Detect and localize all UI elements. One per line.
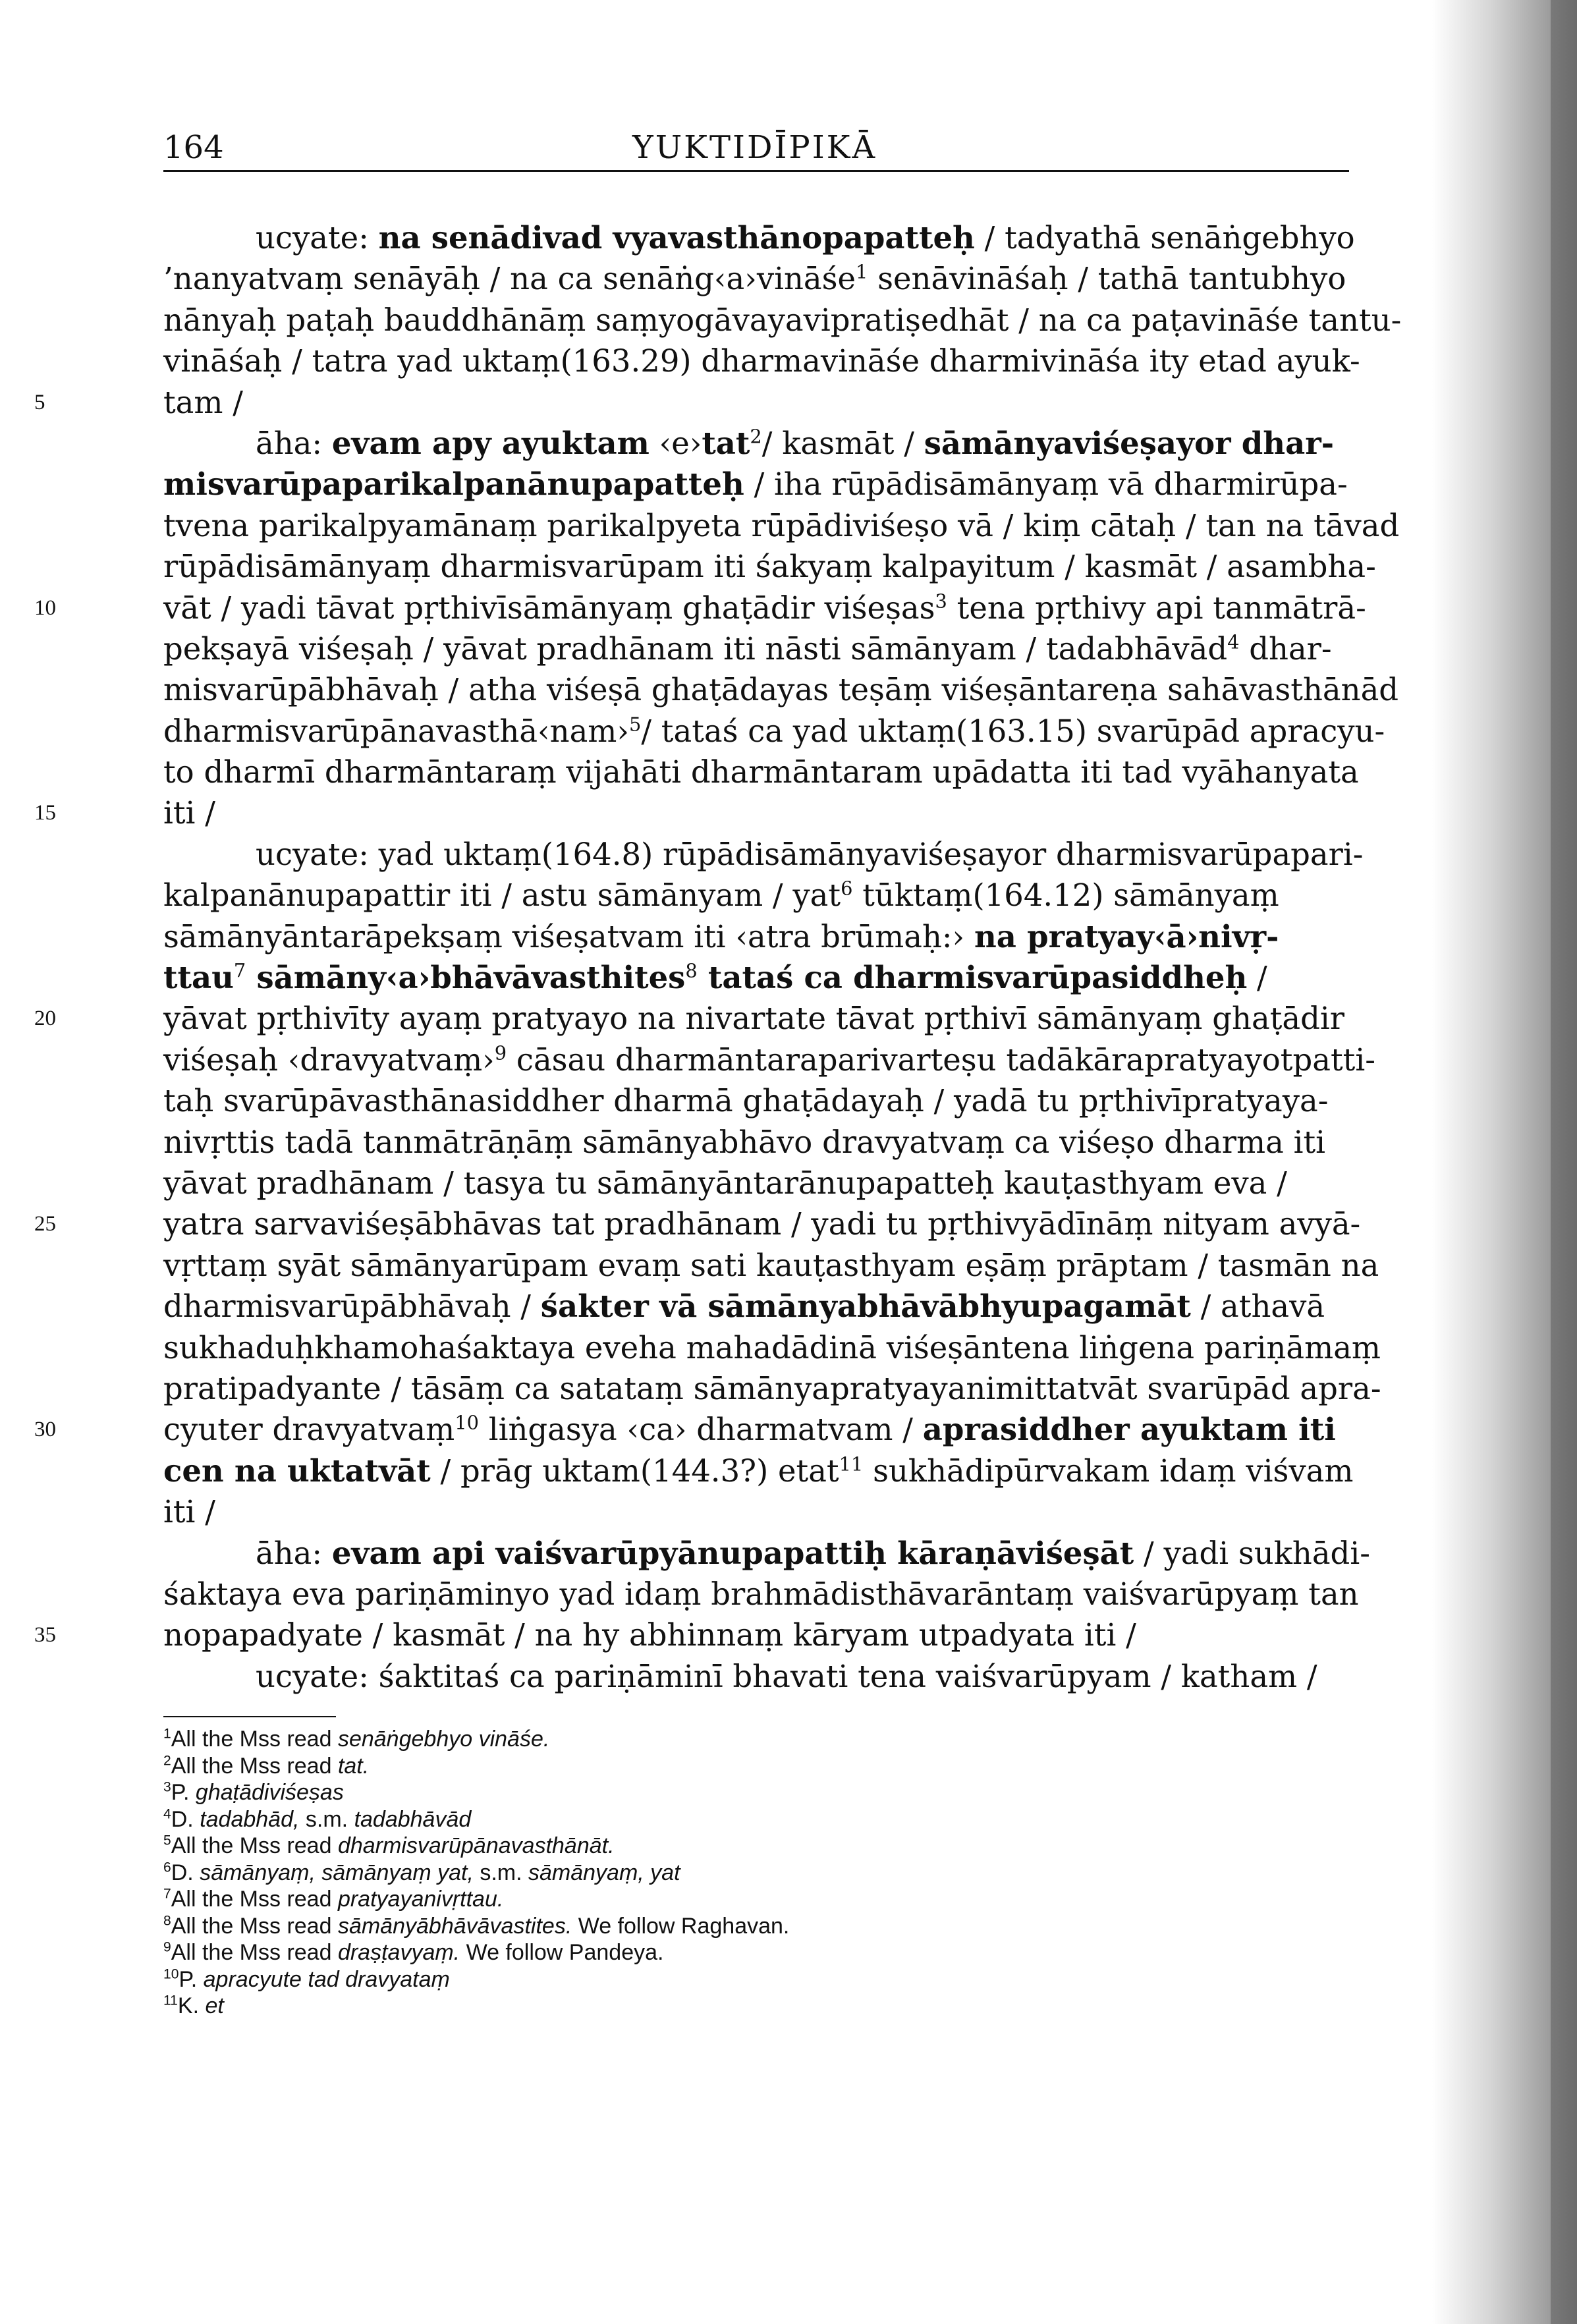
footnote-number: 3 <box>163 1779 171 1795</box>
footnote-text: All the Mss read <box>171 1753 338 1779</box>
text-line <box>163 505 1400 546</box>
text-run: iti / <box>163 795 215 831</box>
text-run: / tataś ca yad uktaṃ(163.15) svarūpād apracyu- <box>641 713 1385 749</box>
text-run: śaktaya eva pariṇāminyo yad idaṃ brahmādisthāvarāntaṃ vaiśvarūpyaṃ tan <box>163 1576 1359 1612</box>
line-number: 10 <box>34 595 56 620</box>
text-run: tat <box>702 424 750 461</box>
footnote-text: D. <box>171 1860 200 1885</box>
footnote-text: senāṅgebhyo vināśe. <box>337 1727 550 1752</box>
text-run: dhar- <box>1239 630 1332 667</box>
footnote <box>163 1753 1349 1780</box>
text-run: iti / <box>163 1494 215 1530</box>
footnote-text: ghaṭādiviśeṣas <box>195 1780 344 1805</box>
footnote-text: P. <box>171 1780 196 1805</box>
text-run: nivṛttis tadā tanmātrāṇāṃ sāmānyabhāvo dravyatvaṃ ca viśeṣo dharma iti <box>163 1124 1326 1160</box>
text-line <box>34 998 1389 1039</box>
text-line <box>163 875 1389 916</box>
text-run: tam / <box>163 384 243 420</box>
text-line <box>163 1574 1389 1615</box>
text-line <box>163 217 1389 258</box>
footnote-number: 8 <box>163 1913 171 1929</box>
footnote-ref: 2 <box>750 425 762 448</box>
footnote-text: dharmisvarūpānavasthānāt. <box>337 1833 615 1858</box>
text-run: āha: <box>256 425 332 461</box>
page-number: 164 <box>163 129 224 166</box>
text-run: aprasiddher ayuktam iti <box>922 1411 1336 1448</box>
text-run: rūpādisāmānyaṃ dharmisvarūpam iti śakyaṃ kalpayitum / kasmāt / asambha- <box>163 549 1376 585</box>
text-run: ttau <box>163 959 234 996</box>
text-run: cāsau dharmāntaraparivarteṣu tadākārapratyayotpatti- <box>507 1041 1375 1078</box>
footnote-number: 9 <box>163 1939 171 1955</box>
text-line <box>163 341 1389 381</box>
footnote-text: tadabhād, <box>200 1806 300 1832</box>
text-run: dharmisvarūpābhāvaḥ / <box>163 1288 541 1325</box>
text-run: yāvat pradhānam / tasya tu sāmānyāntarānupapatteḥ kauṭasthyam eva / <box>163 1165 1287 1201</box>
text-run: evam apy ayuktam <box>331 424 650 461</box>
text-line <box>163 1245 1389 1286</box>
footnotes <box>163 1726 1349 2020</box>
footnote-ref: 7 <box>233 959 246 982</box>
text-line <box>163 1286 1389 1327</box>
text-run: to dharmī dharmāntaraṃ vijahāti dharmāntaram upādatta iti tad vyāhanyata <box>163 754 1359 790</box>
text-run: nopapadyate / kasmāt / na hy abhinnaṃ kāryam utpadyata iti / <box>163 1617 1136 1653</box>
line-number: 20 <box>34 1007 56 1031</box>
text-run: na pratyay‹ā›nivṛ- <box>974 918 1279 954</box>
text-line <box>34 588 1389 628</box>
page-edge-dark <box>1551 0 1577 2324</box>
footnote <box>163 1886 1349 1913</box>
footnote-number: 6 <box>163 1860 171 1875</box>
footnote-text: pratyayanivṛttau. <box>337 1887 504 1912</box>
footnote-text: All the Mss read <box>171 1833 338 1858</box>
text-run: liṅgasya ‹ca› dharmatvam / <box>478 1412 923 1448</box>
footnote-text: draṣṭavyaṃ. <box>337 1940 460 1965</box>
footnote-text: et <box>205 1993 224 2018</box>
text-line <box>163 258 1389 299</box>
text-run: / prāg uktam(144.3?) etat <box>430 1452 839 1489</box>
footnote-text: sāmānyaṃ, sāmānyaṃ yat, <box>200 1860 474 1885</box>
text-run: ucyate: <box>256 220 379 256</box>
footnote-number: 7 <box>163 1886 171 1902</box>
main-text <box>34 217 1402 1697</box>
line-number: 35 <box>34 1623 56 1647</box>
footnote <box>163 1726 1349 1753</box>
footnote <box>163 1833 1349 1860</box>
text-run: / yadi sukhādi- <box>1134 1535 1370 1571</box>
footnote-ref: 1 <box>856 260 868 283</box>
footnote-text: apracyute tad dravyataṃ <box>203 1966 450 1992</box>
footnote <box>163 1913 1349 1940</box>
text-line <box>163 1080 1389 1121</box>
text-line <box>163 916 1389 957</box>
line-number: 15 <box>34 801 56 825</box>
page-header <box>163 124 1349 172</box>
footnote-ref: 11 <box>839 1452 864 1476</box>
text-run: nānyaḥ paṭaḥ bauddhānāṃ saṃyogāvayavipratiṣedhāt / na ca paṭavināśe tantu- <box>163 302 1402 338</box>
text-line <box>34 1204 1389 1244</box>
footnote-text: All the Mss read <box>171 1727 338 1752</box>
text-line <box>34 1615 1389 1655</box>
running-title: YUKTIDĪPIKĀ <box>632 129 877 166</box>
footnote-text: All the Mss read <box>171 1940 338 1965</box>
text-run: sāmānyaviśeṣayor dhar- <box>924 424 1335 461</box>
footnote-text: D. <box>171 1806 200 1832</box>
text-run: tena pṛthivy api tanmātrā- <box>947 590 1366 626</box>
text-line <box>163 546 1389 587</box>
footnote-text: K. <box>177 1993 206 2018</box>
text-run: ‹e› <box>649 425 702 461</box>
text-run: ucyate: yad uktaṃ(164.8) rūpādisāmānyaviśeṣayor dharmisvarūpapari- <box>256 836 1364 872</box>
text-run: sāmāny‹a›bhāvāvasthites <box>246 959 686 996</box>
text-run: / iha rūpādisāmānyaṃ vā dharmirūpa- <box>744 466 1348 503</box>
text-run: tvena parikalpyamānaṃ parikalpyeta rūpādiviśeṣo vā / kiṃ cātaḥ / tan na tāvad <box>163 507 1400 543</box>
text-run: śakter vā sāmānyabhāvābhyupagamāt <box>540 1288 1191 1325</box>
text-run: viśeṣaḥ ‹dravyatvaṃ› <box>163 1041 495 1078</box>
text-run: pratipadyante / tāsāṃ ca satataṃ sāmānyapratyayanimittatvāt svarūpād apra- <box>163 1370 1381 1406</box>
text-line <box>163 1533 1389 1574</box>
footnote <box>163 1806 1349 1833</box>
text-run: yatra sarvaviśeṣābhāvas tat pradhānam / yadi tu pṛthivyādīnāṃ nityam avyā- <box>163 1206 1361 1242</box>
text-line <box>163 957 1389 998</box>
text-run: yāvat pṛthivīty ayaṃ pratyayo na nivartate tāvat pṛthivī sāmānyaṃ ghaṭādir <box>163 1001 1344 1037</box>
footnote-number: 2 <box>163 1753 171 1769</box>
text-line <box>163 1122 1389 1163</box>
text-line <box>163 1451 1389 1491</box>
text-line <box>163 423 1389 464</box>
footnote <box>163 1993 1349 2020</box>
footnote-text: We follow Pandeya. <box>460 1940 664 1965</box>
line-number: 25 <box>34 1212 56 1236</box>
footnote-text: We follow Raghavan. <box>572 1913 790 1939</box>
text-run: misvarūpaparikalpanānupapatteḥ <box>163 466 744 503</box>
text-run: ’nanyatvaṃ senāyāḥ / na ca senāṅg‹a›vināśe <box>163 261 856 297</box>
text-line <box>163 628 1389 669</box>
footnote-ref: 10 <box>455 1411 479 1434</box>
footnote-ref: 3 <box>935 590 947 613</box>
text-run: tūktaṃ(164.12) sāmānyaṃ <box>852 877 1279 914</box>
text-run: misvarūpābhāvaḥ / atha viśeṣā ghaṭādayas teṣāṃ viśeṣāntareṇa sahāvasthānād <box>163 672 1399 708</box>
footnote-text: sāmānyaṃ, yat <box>528 1860 680 1885</box>
text-run: cen na uktatvāt <box>163 1452 431 1489</box>
text-line <box>34 382 1389 423</box>
text-line <box>163 1368 1389 1409</box>
text-run: vināśaḥ / tatra yad uktaṃ(163.29) dharmavināśe dharmivināśa ity etad ayuk- <box>163 343 1360 379</box>
footnote-text: All the Mss read <box>171 1913 338 1939</box>
footnote-text: All the Mss read <box>171 1887 338 1912</box>
text-run: taḥ svarūpāvasthānasiddher dharmā ghaṭādayaḥ / yadā tu pṛthivīpratyaya- <box>163 1083 1329 1119</box>
text-run: kalpanānupapattir iti / astu sāmānyam / yat <box>163 877 841 914</box>
text-line <box>163 669 1399 710</box>
footnote-number: 4 <box>163 1806 171 1822</box>
text-line <box>163 1656 1389 1697</box>
text-run: / tadyathā senāṅgebhyo <box>974 220 1355 256</box>
text-run: sāmānyāntarāpekṣaṃ viśeṣatvam iti ‹atra brūmaḥ:› <box>163 918 974 954</box>
text-line <box>163 1163 1389 1204</box>
footnote-text: tadabhāvād <box>354 1806 472 1832</box>
text-run: / kasmāt / <box>761 425 924 461</box>
text-line <box>34 1409 1389 1450</box>
footnote-ref: 4 <box>1227 630 1240 653</box>
footnote-ref: 6 <box>841 877 853 900</box>
text-run: sukhaduḥkhamohaśaktaya eveha mahadādinā viśeṣāntena liṅgena pariṇāmaṃ <box>163 1329 1381 1366</box>
text-line <box>163 464 1389 505</box>
footnote-number: 5 <box>163 1833 171 1848</box>
text-line <box>163 711 1389 752</box>
text-run: na senādivad vyavasthānopapatteḥ <box>378 219 975 256</box>
footnote <box>163 1860 1349 1887</box>
footnote-ref: 9 <box>494 1041 507 1065</box>
text-run: / <box>1247 960 1267 996</box>
line-number: 30 <box>34 1418 56 1442</box>
footnote-text: tat. <box>337 1753 370 1779</box>
text-run: cyuter dravyatvaṃ <box>163 1412 455 1448</box>
text-run: / athavā <box>1190 1288 1325 1325</box>
footnote-ref: 5 <box>629 713 642 736</box>
footnote-text: s.m. <box>299 1806 354 1832</box>
text-line <box>163 1491 1389 1532</box>
footnote <box>163 1939 1349 1966</box>
text-run: vāt / yadi tāvat pṛthivīsāmānyaṃ ghaṭādir viśeṣas <box>163 590 935 626</box>
text-run: senāvināśaḥ / tathā tantubhyo <box>868 261 1346 297</box>
text-line <box>34 792 1389 833</box>
text-run: pekṣayā viśeṣaḥ / yāvat pradhānam iti nāsti sāmānyam / tadabhāvād <box>163 630 1228 667</box>
footnote-ref: 8 <box>685 959 698 982</box>
text-line <box>163 1327 1389 1368</box>
text-run: āha: <box>256 1535 332 1571</box>
text-line <box>163 1039 1389 1080</box>
text-run: vṛttaṃ syāt sāmānyarūpam evaṃ sati kauṭasthyam eṣāṃ prāptam / tasmān na <box>163 1247 1379 1283</box>
text-line <box>163 752 1389 792</box>
footnote-text: s.m. <box>473 1860 528 1885</box>
footnote-number: 10 <box>163 1966 179 1982</box>
text-run: sukhādipūrvakam idaṃ viśvam <box>863 1452 1354 1489</box>
text-run: ucyate: śaktitaś ca pariṇāminī bhavati tena vaiśvarūpyam / katham / <box>256 1658 1317 1694</box>
footnote-number: 1 <box>163 1726 171 1742</box>
text-run: dharmisvarūpānavasthā‹nam› <box>163 713 629 749</box>
footnote <box>163 1966 1349 1993</box>
text-run: evam api vaiśvarūpyānupapattiḥ kāraṇāviśeṣāt <box>331 1534 1134 1571</box>
text-line <box>163 300 1402 341</box>
text-line <box>163 834 1389 875</box>
footnote-text: P. <box>179 1966 204 1992</box>
footnote <box>163 1779 1349 1806</box>
text-run: tataś ca dharmisvarūpasiddheḥ <box>697 959 1248 996</box>
footnote-text: sāmānyābhāvāvastites. <box>337 1913 572 1939</box>
line-number: 5 <box>34 390 45 414</box>
footnote-number: 11 <box>163 1993 178 2008</box>
footnote-rule <box>163 1716 336 1717</box>
